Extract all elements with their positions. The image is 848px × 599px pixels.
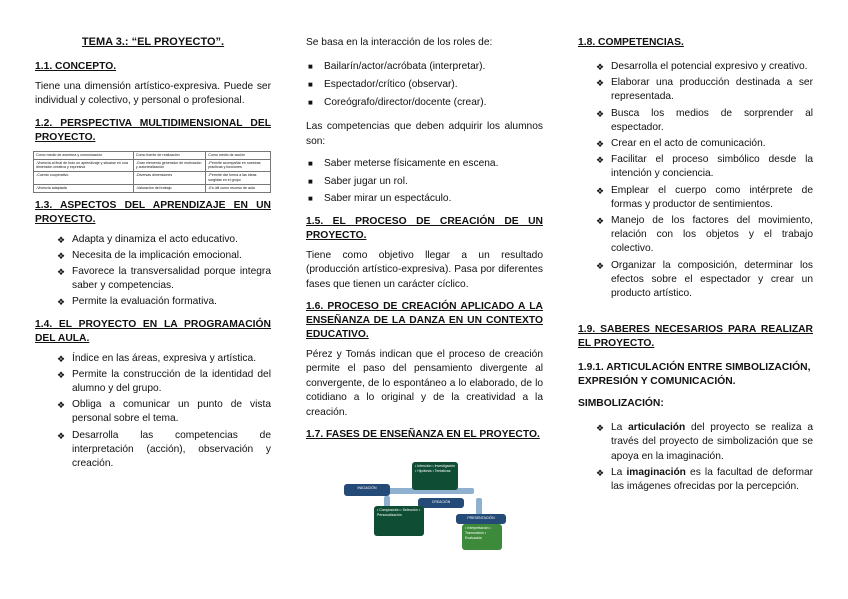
list-item: ❖ Emplear el cuerpo como intérprete de formas y productor de sentimientos. [596, 184, 813, 210]
list-item: ❖ Organizar la composición, determinar los efectos sobre el espectador y crear un producto artístico. [596, 259, 813, 300]
diagram-box-creacion: CREACIÓN [418, 498, 464, 508]
diamond-bullet-icon: ❖ [596, 467, 605, 478]
list-item: ❖ Permite la evaluación formativa. [57, 295, 271, 309]
section-heading-perspectiva: 1.2. PERSPECTIVA MULTIDIMENSIONAL DEL PROYECTO. [35, 117, 271, 143]
square-bullet-icon: ■ [308, 176, 313, 186]
list-item: ❖ Elaborar una producción destinada a ser representada. [596, 77, 813, 103]
diamond-bullet-icon: ❖ [596, 78, 605, 89]
table-cell: -Vivencia al final de todo un aprendizaje y situarse en una dimensión creativa y expresiva [34, 159, 134, 172]
table-cell: -Permite dar forma a las ideas surgidas en el grupo [206, 172, 271, 185]
list-item: ■ Bailarín/actor/acróbata (interpretar). [306, 60, 543, 75]
table-cell: -Diversas dimensiones [133, 172, 205, 185]
list-item: ❖ La articulación del proyecto se realiza a través del proyecto de simbolización que se apoya en la imaginación. [596, 422, 813, 462]
column-middle [306, 36, 543, 562]
page-title: TEMA 3.: “EL PROYECTO”. [81, 36, 225, 48]
subsection-heading-articulacion: 1.9.1. ARTICULACIÓN ENTRE SIMBOLIZACIÓN, EXPRESIÓN Y COMUNICACIÓN. [578, 362, 811, 388]
diamond-bullet-icon: ❖ [57, 353, 66, 364]
square-bullet-icon: ■ [308, 62, 313, 72]
competencias-intro: Las competencias que deben adquirir los alumnos son: [306, 121, 543, 147]
list-item: ❖ Permite la construcción de la identidad del alumno y del grupo. [57, 368, 271, 395]
diamond-bullet-icon: ❖ [596, 139, 605, 150]
diamond-bullet-icon: ❖ [57, 267, 66, 277]
diagram-box-top: • Intención • Investigación • Hipótesis • Tentativas [412, 462, 458, 490]
programacion-list [57, 352, 271, 472]
list-item: ❖ Desarrolla el potencial expresivo y creativo. [596, 60, 813, 74]
list-item: ❖ Facilitar el proceso simbólico desde la intención y conciencia. [596, 154, 813, 180]
simbolizacion-list [596, 421, 813, 494]
diagram-box-presentacion: PRESENTACIÓN [456, 514, 506, 524]
diamond-bullet-icon: ❖ [596, 62, 605, 72]
list-item: ❖ Índice en las áreas, expresiva y artística. [57, 352, 271, 366]
square-bullet-icon: ■ [308, 194, 313, 204]
diagram-box-iniciacion: INICIACIÓN [344, 484, 390, 496]
section-heading-fases: 1.7. FASES DE ENSEÑANZA EN EL PROYECTO. [306, 429, 540, 441]
table-header: Como medio de acción [206, 151, 271, 159]
list-item: ❖ Manejo de los factores del movimiento, relación con los objetos y el trabajo colectivo. [596, 215, 813, 255]
section-heading-concepto: 1.1. CONCEPTO. [35, 61, 117, 72]
diamond-bullet-icon: ❖ [596, 155, 605, 166]
list-item: ❖ Crear en el acto de comunicación. [596, 137, 813, 151]
section-heading-saberes: 1.9. SABERES NECESARIOS PARA REALIZAR EL PROYECTO. [578, 324, 813, 350]
table-cell: -Vivencia adaptada [34, 184, 134, 192]
diagram-box-bottom-left: • Composición • Selección • Personalización [374, 506, 424, 536]
competencias-list [596, 60, 813, 301]
diamond-bullet-icon: ❖ [57, 400, 66, 411]
list-item: ❖ Favorece la transversalidad porque integra saber y competencias. [57, 266, 271, 292]
diamond-bullet-icon: ❖ [57, 297, 66, 308]
table-header: Como medio de aventura y comunicación [34, 151, 134, 159]
list-item: ■ Saber jugar un rol. [306, 175, 543, 190]
diamond-bullet-icon: ❖ [596, 108, 605, 119]
list-item: ■ Coreógrafo/director/docente (crear). [306, 96, 543, 111]
roles-intro: Se basa en la interacción de los roles de: [306, 37, 493, 48]
column-right [578, 36, 813, 502]
diagram-box-right: • Interpretación • Transmisión • Evaluación [462, 524, 502, 550]
column-left [35, 36, 271, 479]
list-item: ❖ Obliga a comunicar un punto de vista personal sobre el tema. [57, 399, 271, 425]
table-cell: -Valoración del trabajo [133, 184, 205, 192]
danza-paragraph: Pérez y Tomás indican que el proceso de creación permite el paso del pensamiento divergente al convergente, de lo espontáneo a lo elaborado, de lo cotidiano a lo original y de la creatividad a la creación. [306, 349, 543, 418]
diamond-bullet-icon: ❖ [57, 369, 66, 380]
list-item: ❖ Necesita de la implicación emocional. [57, 249, 271, 263]
section-heading-programacion: 1.4. EL PROYECTO EN LA PROGRAMACIÓN DEL AULA. [35, 318, 271, 344]
list-item: ■ Espectador/crítico (observar). [306, 78, 543, 93]
list-item: ❖ La imaginación es la facultad de deformar las imágenes ofrecidas por la percepción. [596, 466, 813, 493]
diamond-bullet-icon: ❖ [596, 260, 605, 271]
table-cell: -Permite acompañar en nuestras prácticas y funciones [206, 159, 271, 172]
concepto-paragraph: Tiene una dimensión artístico-expresiva. Puede ser individual y colectivo, y personal o profesional. [35, 81, 271, 107]
diamond-bullet-icon: ❖ [57, 234, 66, 245]
simbolizacion-heading: SIMBOLIZACIÓN: [578, 398, 664, 410]
list-item: ❖ Desarrolla las competencias de interpretación (acción), observación y creación. [57, 429, 271, 470]
diamond-bullet-icon: ❖ [596, 216, 605, 227]
list-item: ❖ Adapta y dinamiza el acto educativo. [57, 233, 271, 247]
section-heading-danza: 1.6. PROCESO DE CREACIÓN APLICADO A LA ENSEÑANZA DE LA DANZA EN UN CONTEXTO EDUCATIVO. [306, 301, 543, 340]
diamond-bullet-icon: ❖ [57, 430, 66, 441]
square-bullet-icon: ■ [308, 97, 313, 107]
square-bullet-icon: ■ [308, 80, 313, 89]
table-cell: -Es útil como recurso de aula [206, 184, 271, 192]
competencias-alumnos-list [306, 157, 543, 207]
list-item: ❖ Busca los medios de sorprender al espectador. [596, 107, 813, 133]
table-cell: -Gran elemento generador de motivación y autorrealización [133, 159, 205, 172]
list-item: ■ Saber meterse físicamente en escena. [306, 157, 543, 172]
diamond-bullet-icon: ❖ [57, 250, 66, 261]
perspectiva-table [33, 151, 271, 193]
square-bullet-icon: ■ [308, 159, 313, 168]
diamond-bullet-icon: ❖ [596, 185, 605, 196]
section-heading-proceso: 1.5. EL PROCESO DE CREACIÓN DE UN PROYECTO. [306, 215, 543, 241]
fases-diagram [344, 462, 544, 562]
diamond-bullet-icon: ❖ [596, 423, 605, 434]
proceso-paragraph: Tiene como objetivo llegar a un resultado (producción artístico-expresiva). Pasa por diferentes fases que tienen un carácter cíclico. [306, 249, 543, 290]
list-item: ■ Saber mirar un espectáculo. [306, 192, 543, 207]
roles-list [306, 60, 543, 110]
aspectos-list [57, 233, 271, 310]
section-heading-aspectos: 1.3. ASPECTOS DEL APRENDIZAJE EN UN PROYECTO. [35, 199, 271, 225]
table-header: Como fuente de realización [133, 151, 205, 159]
table-cell: -Cuento cooperativo [34, 172, 134, 185]
section-heading-competencias: 1.8. COMPETENCIAS. [578, 37, 684, 48]
